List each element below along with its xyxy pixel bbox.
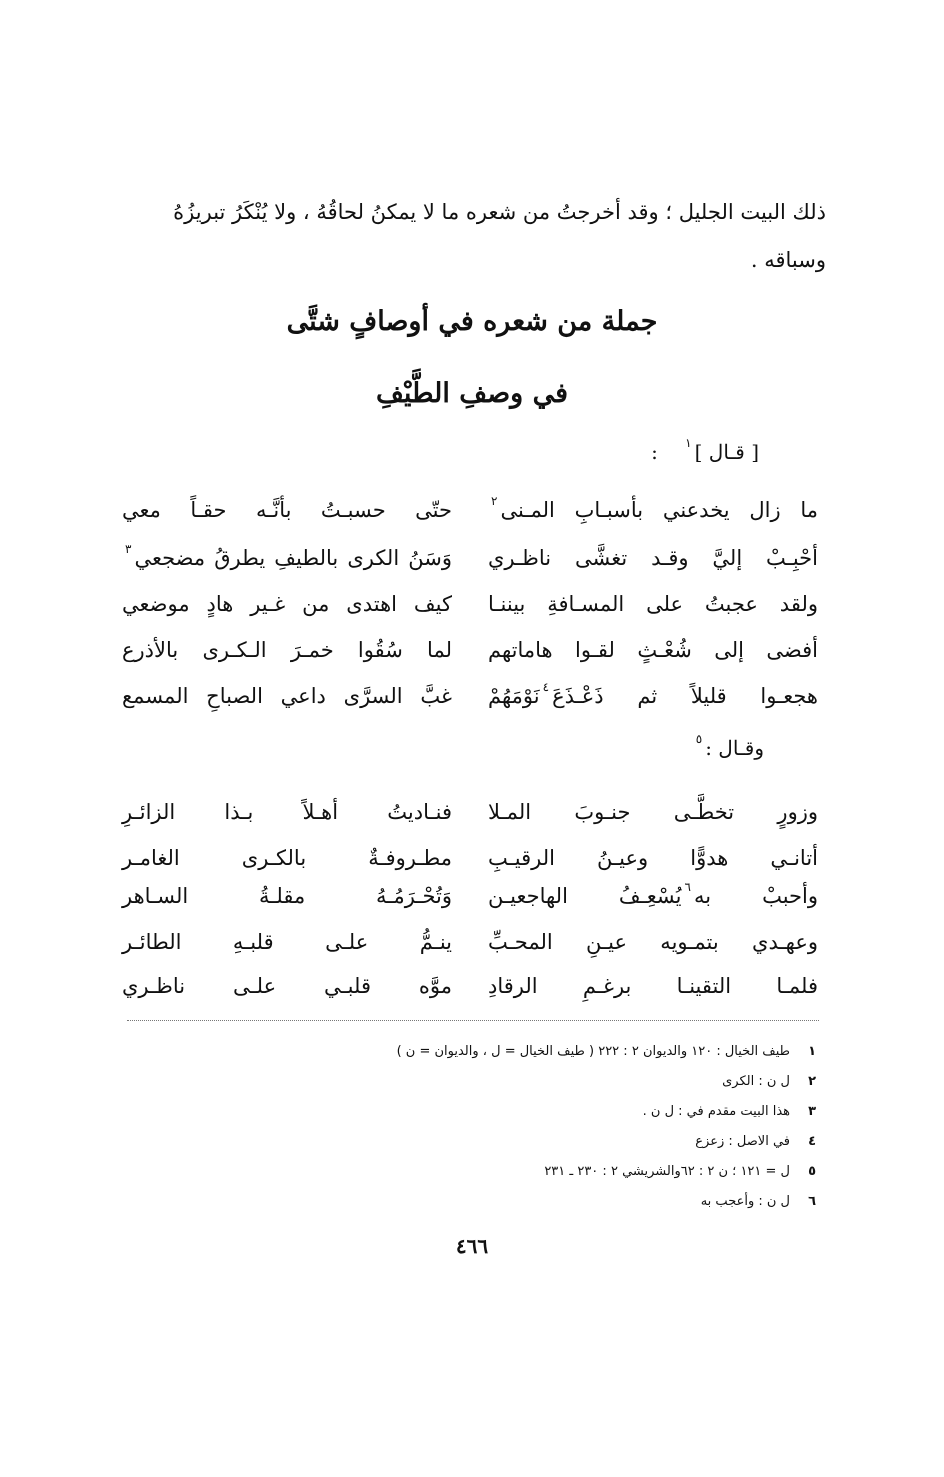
poem2-intro [693,732,764,760]
poem1-verse3-first: ولقد عجبتُ على المسـافةِ بيننـا [488,592,818,616]
poem2-intro-text: وقـال : [705,736,764,760]
poem1-verse1-footnote-ref: ٢ [491,494,498,508]
section-subheading: في وصفِ الطَّيْفِ [375,378,569,409]
poem2-verse3-first [488,880,818,908]
poem1-verse5-first-tail: نَوْمَهُمْ [488,684,540,708]
poem1-verse5-footnote-ref: ٤ [542,680,550,694]
poem2-verse3-first-text: وأحببْ به [693,884,818,908]
poem1-verse2-second [122,542,452,570]
poem1-verse5-first [488,680,818,708]
footnote-6 [701,1194,816,1209]
poem2-verse3-second: وَتُحْـرَمُـهُ مقلـةُ السـاهر [122,884,452,908]
poem1-verse4-first: أفضى إلى شُعْـثٍ لقـوا هاماتهم [488,638,818,662]
poem1-verse1-first-text: ما زال يخدعني بأسبـابِ المـنى [500,498,818,522]
footnote-4-text: في الاصل : زعزع [695,1134,790,1149]
footnote-4-number: ٤ [808,1134,816,1149]
poem2-verse2-second: مطـروفـةٌ بالكـرى الغامـر [122,846,452,870]
poem2-verse1-first: وزورٍ تخطَّـى جنـوبَ المـلا [488,800,818,824]
footnote-2-number: ٢ [808,1074,816,1089]
footnote-5-number: ٥ [808,1164,816,1179]
footnote-3-number: ٣ [808,1104,816,1119]
footnote-2 [722,1074,816,1089]
poem1-intro [651,436,759,464]
poem1-intro-colon: : [651,440,658,464]
poem2-intro-footnote-ref: ٥ [695,732,703,746]
intro-line-2: وسباقه . [750,248,826,272]
footnote-2-text: ل ن : الكرى [722,1074,790,1089]
footnote-1-text: طيف الخيال : ١٢٠ والديوان ٢ : ٢٢٢ ( طيف الخيال = ل ، والديوان = ن ) [396,1044,790,1059]
page-number: ٤٦٦ [455,1234,489,1258]
poem1-verse5-second: غبَّ السرَّى داعي الصباحِ المسمع [122,684,452,708]
poem2-verse4-first: وعهـدي بتمـويه عيـنِ المحـبِّ [488,930,818,954]
poem2-verse4-second: ينـمُّ علـى قلبـهِ الطائـر [122,930,452,954]
footnote-3 [643,1104,816,1119]
poem1-verse3-second: كيف اهتدى من غـير هادٍ موضعي [122,592,452,616]
poem1-verse2-footnote-ref: ٣ [125,542,132,556]
footnote-5 [544,1164,816,1179]
footnote-4 [695,1134,816,1149]
poem1-verse5-first-text: هجعـوا قليلاً ثم ذَعْـذَعَ [552,684,818,708]
footnote-6-number: ٦ [808,1194,816,1209]
intro-line-1: ذلك البيت الجليل ؛ وقد أخرجتُ من شعره ما لا يمكنُ لحاقُهُ ، ولا يُنْكَرُ تبريزُهُ [173,200,826,224]
poem1-verse2-first: أحْبِـبْ إليَّ وقـد تغشَّى ناظـري [488,546,818,570]
poem1-verse1-second: حتّى حسبـتُ بأنَّـه حقـاً معي [122,498,452,522]
footnote-5-text: ل = ١٢١ ؛ ن ٢ : ٦٢والشريشي ٢ : ٢٣٠ ـ ٢٣١ [544,1164,790,1179]
poem1-verse4-second: لما سُقُوا خمـرَ الـكـرى بالأذرع [122,638,452,662]
footnote-3-text: هذا البيت مقدم في : ل ن . [642,1104,790,1119]
poem1-intro-text: [ قـال ] [694,440,759,464]
poem2-verse3-first-tail: يُسْعِـفُ الهاجعيـن [488,884,682,908]
footnote-6-text: ل ن : وأعجب به [700,1194,790,1209]
poem2-verse2-first: أتانـي هدوًّا وعيـنُ الرقيـبِ [488,846,818,870]
poem2-verse1-second: فنـاديتُ أهـلاً بـذا الزائـرِ [122,800,452,824]
poem2-verse5-first: فلمـا التقينـا برغـمِ الرقادِ [488,974,818,998]
poem1-intro-footnote-ref: ١ [685,436,692,450]
intro-paragraph [114,188,826,284]
poem2-verse3-footnote-ref: ٦ [684,880,691,894]
poem1-verse1-first [488,494,818,522]
poem2-verse5-second: موَّه قلبـي علـى ناظـري [122,974,452,998]
footnote-1-number: ١ [808,1044,816,1059]
footnote-1 [397,1044,816,1059]
poem1-verse2-second-text: وَسَنُ الكرى بالطيفِ يطرقُ مضجعي [134,546,452,570]
section-heading: جملة من شعره في أوصافٍ شتَّى [286,306,658,337]
footnote-separator [127,1020,819,1021]
